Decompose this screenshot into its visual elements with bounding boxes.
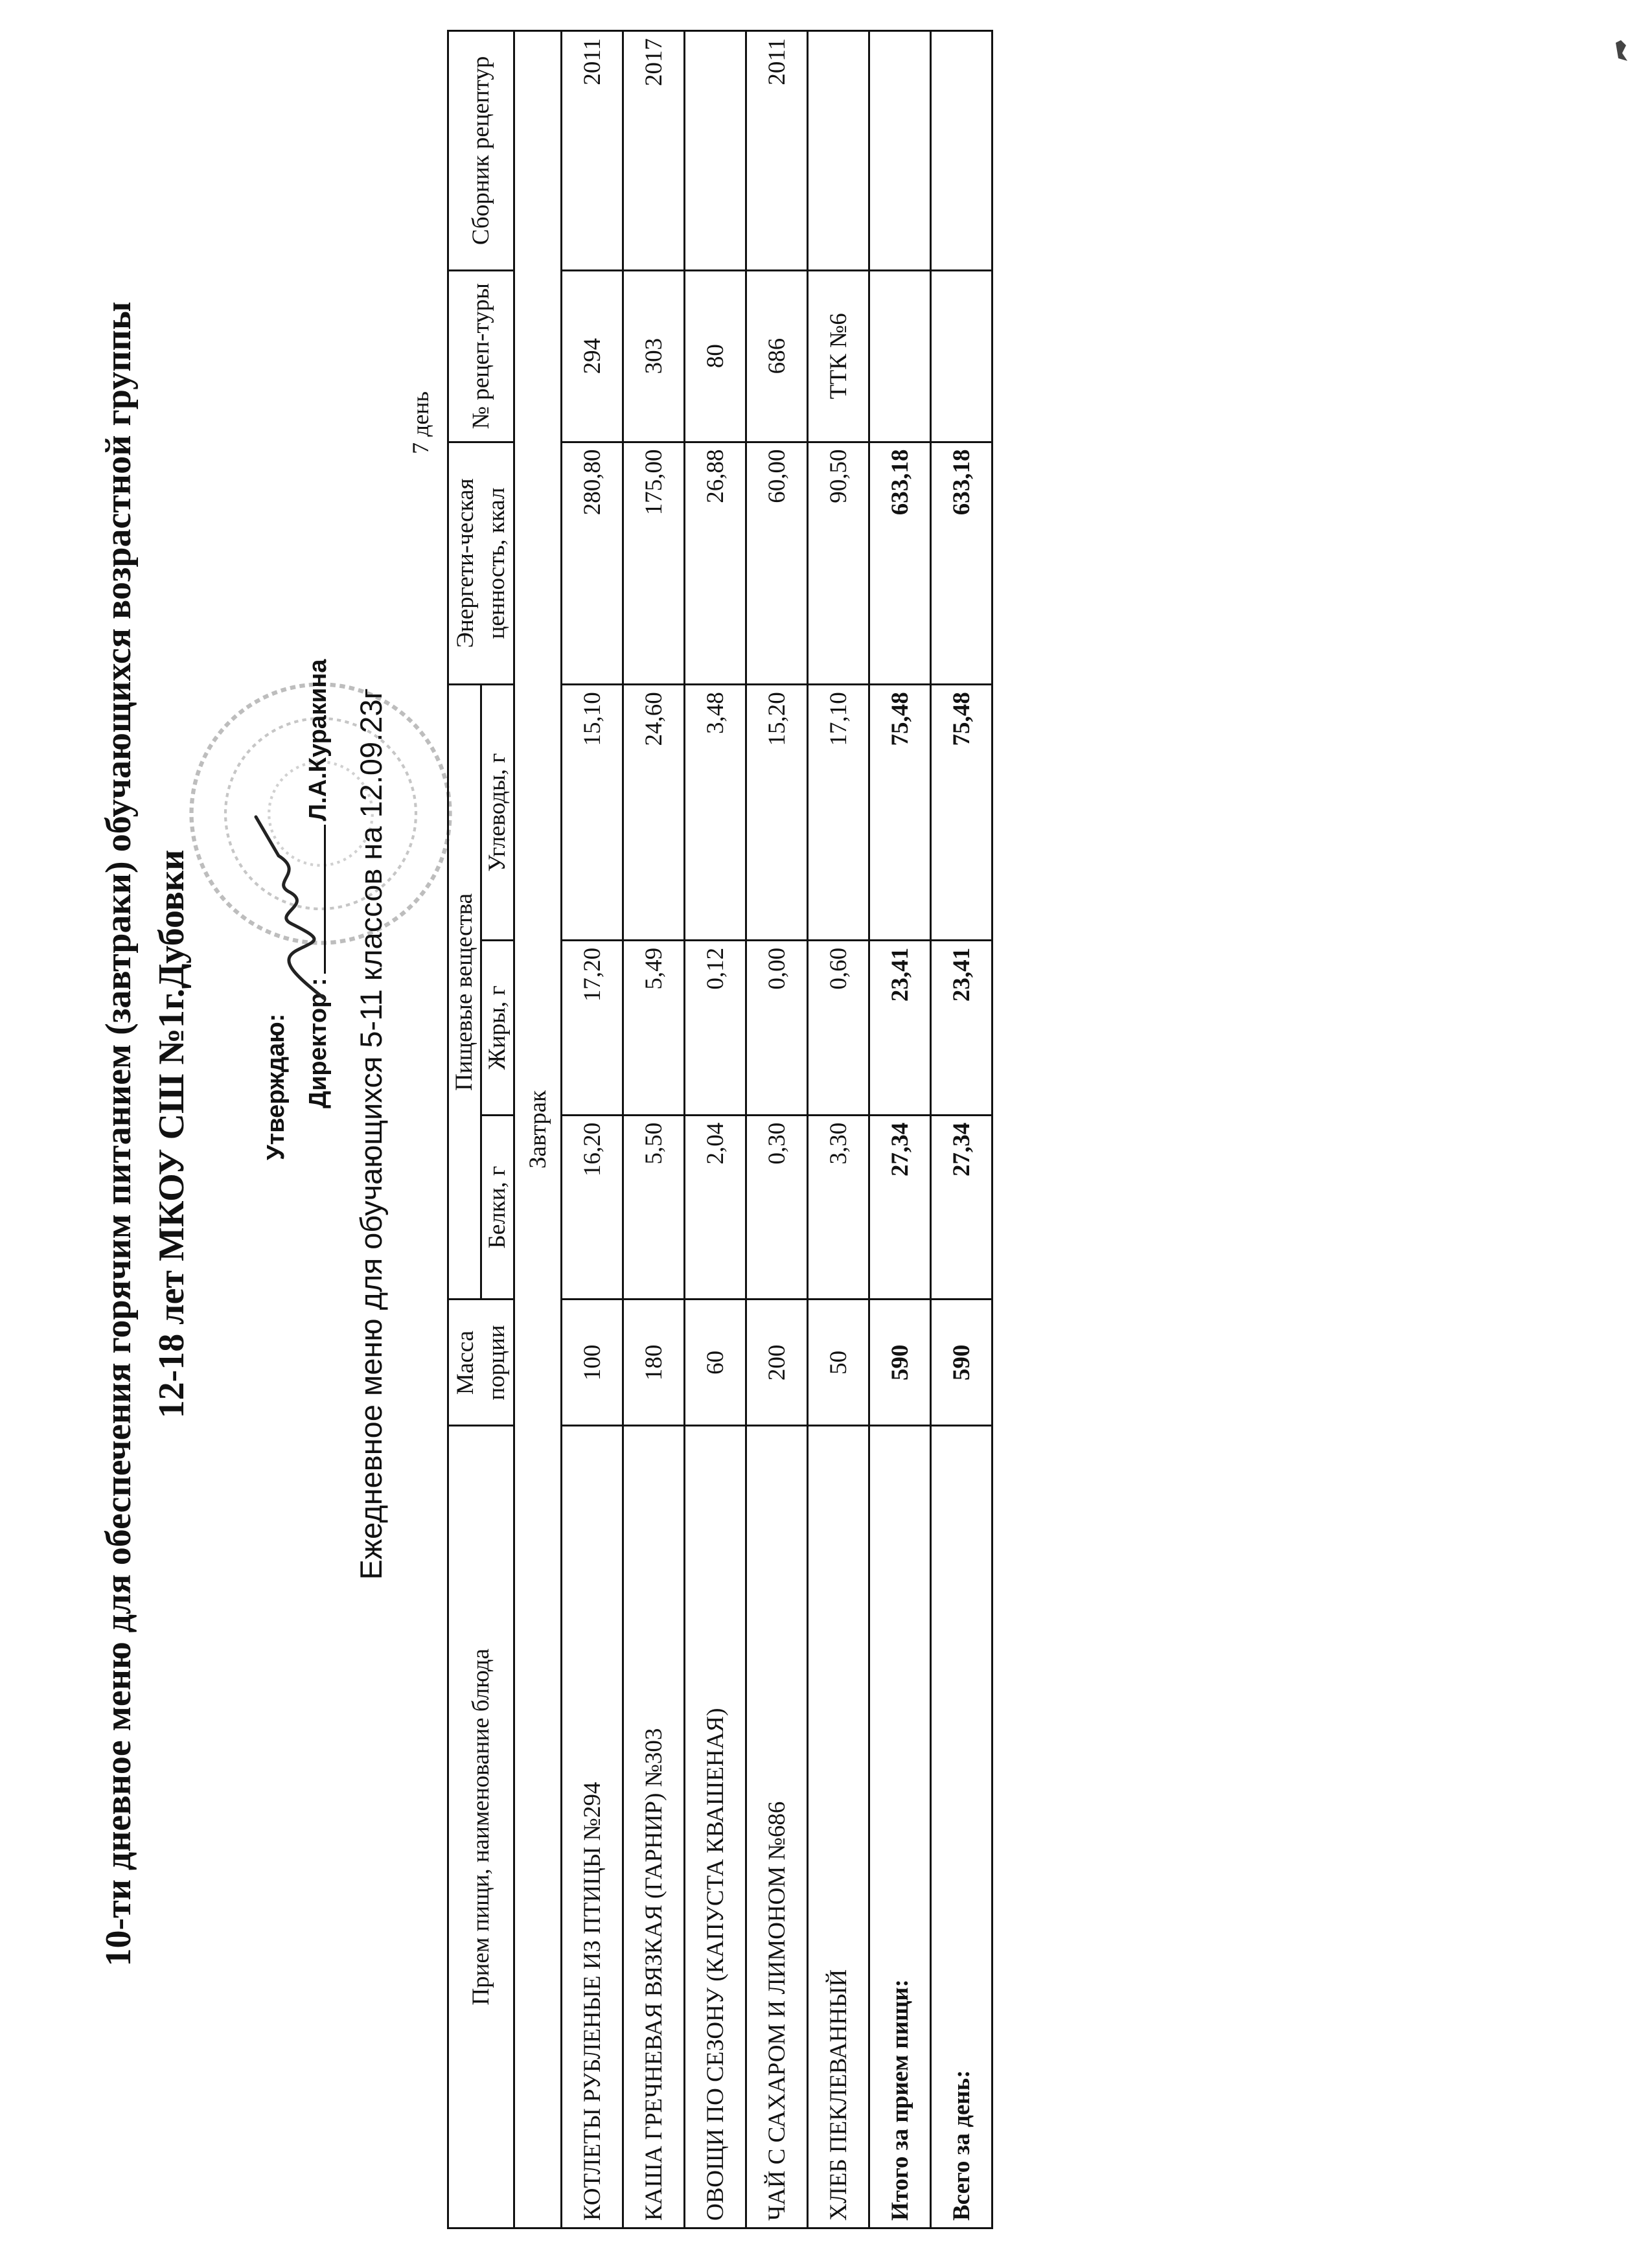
subtotal-collection-empty bbox=[869, 31, 931, 271]
cell-fat: 0,60 bbox=[808, 940, 869, 1115]
cell-recipe: 294 bbox=[562, 270, 623, 442]
cell-fat: 5,49 bbox=[623, 940, 685, 1115]
menu-subtitle: Ежедневное меню для обучающихся 5-11 классов на 12.09.23г bbox=[354, 688, 388, 1580]
cell-portion: 100 bbox=[562, 1300, 623, 1426]
director-name: Л.А.Куракина bbox=[304, 659, 332, 821]
cell-protein: 3,30 bbox=[808, 1115, 869, 1300]
total-label: Всего за день: bbox=[931, 1426, 992, 2228]
header-nutrients: Пищевые вещества bbox=[448, 685, 481, 1300]
cell-protein: 16,20 bbox=[562, 1115, 623, 1300]
subtotal-label: Итого за прием пищи: bbox=[869, 1426, 931, 2228]
cell-energy: 90,50 bbox=[808, 442, 869, 685]
cell-portion: 200 bbox=[746, 1300, 808, 1426]
header-energy: Энергети-ческая ценность, ккал bbox=[448, 442, 514, 685]
document-title-line1: 10-ти дневное меню для обеспечения горячим питанием (завтраки) обучающихся возрастной группы bbox=[98, 301, 139, 1967]
header-protein: Белки, г bbox=[481, 1115, 514, 1300]
cell-fat: 0,12 bbox=[685, 940, 746, 1115]
header-portion: Масса порции bbox=[448, 1300, 514, 1426]
table-row bbox=[562, 31, 623, 2228]
day-number-label: 7 день bbox=[407, 391, 433, 454]
cell-carbs: 15,20 bbox=[746, 685, 808, 941]
subtotal-carbs: 75,48 bbox=[869, 685, 931, 941]
cell-portion: 180 bbox=[623, 1300, 685, 1426]
cell-carbs: 17,10 bbox=[808, 685, 869, 941]
total-portion: 590 bbox=[931, 1300, 992, 1426]
header-recipe-no: № рецеп-туры bbox=[448, 270, 514, 442]
subtotal-fat: 23,41 bbox=[869, 940, 931, 1115]
cell-carbs: 24,60 bbox=[623, 685, 685, 941]
table-row bbox=[623, 31, 685, 2228]
scan-speck bbox=[1613, 39, 1630, 65]
cell-energy: 60,00 bbox=[746, 442, 808, 685]
header-carbs: Углеводы, г bbox=[481, 685, 514, 941]
handwritten-signature bbox=[253, 804, 343, 1011]
header-meal-name: Прием пищи, наименование блюда bbox=[448, 1426, 514, 2228]
cell-name: КАША ГРЕЧНЕВАЯ ВЯЗКАЯ (ГАРНИР) №303 bbox=[623, 1426, 685, 2228]
section-row bbox=[514, 31, 562, 2228]
cell-energy: 280,80 bbox=[562, 442, 623, 685]
subtotal-portion: 590 bbox=[869, 1300, 931, 1426]
total-recipe-empty bbox=[931, 270, 992, 442]
menu-table bbox=[447, 30, 993, 2229]
cell-energy: 175,00 bbox=[623, 442, 685, 685]
cell-recipe: ТТК №6 bbox=[808, 270, 869, 442]
approval-label: Утверждаю: bbox=[262, 1013, 290, 1160]
subtotal-energy: 633,18 bbox=[869, 442, 931, 685]
cell-collection: 2011 bbox=[746, 31, 808, 271]
cell-fat: 0,00 bbox=[746, 940, 808, 1115]
table-row bbox=[685, 31, 746, 2228]
cell-portion: 50 bbox=[808, 1300, 869, 1426]
cell-protein: 2,04 bbox=[685, 1115, 746, 1300]
total-fat: 23,41 bbox=[931, 940, 992, 1115]
total-carbs: 75,48 bbox=[931, 685, 992, 941]
header-fat: Жиры, г bbox=[481, 940, 514, 1115]
header-collection: Сборник рецептур bbox=[448, 31, 514, 271]
cell-carbs: 3,48 bbox=[685, 685, 746, 941]
cell-collection: 2011 bbox=[562, 31, 623, 271]
table-row bbox=[746, 31, 808, 2228]
cell-name: ОВОЩИ ПО СЕЗОНУ (КАПУСТА КВАШЕНАЯ) bbox=[685, 1426, 746, 2228]
cell-protein: 0,30 bbox=[746, 1115, 808, 1300]
total-row bbox=[931, 31, 992, 2228]
total-protein: 27,34 bbox=[931, 1115, 992, 1300]
section-label: Завтрак bbox=[514, 31, 562, 2228]
cell-collection bbox=[685, 31, 746, 271]
total-collection-empty bbox=[931, 31, 992, 271]
cell-name: КОТЛЕТЫ РУБЛЕНЫЕ ИЗ ПТИЦЫ №294 bbox=[562, 1426, 623, 2228]
cell-carbs: 15,10 bbox=[562, 685, 623, 941]
cell-recipe: 686 bbox=[746, 270, 808, 442]
director-label: Директор : bbox=[304, 978, 332, 1108]
cell-protein: 5,50 bbox=[623, 1115, 685, 1300]
subtotal-row bbox=[869, 31, 931, 2228]
cell-energy: 26,88 bbox=[685, 442, 746, 685]
subtotal-recipe-empty bbox=[869, 270, 931, 442]
cell-name: ХЛЕБ ПЕКЛЕВАННЫЙ bbox=[808, 1426, 869, 2228]
table-row bbox=[808, 31, 869, 2228]
cell-portion: 60 bbox=[685, 1300, 746, 1426]
cell-fat: 17,20 bbox=[562, 940, 623, 1115]
subtotal-protein: 27,34 bbox=[869, 1115, 931, 1300]
cell-collection: 2017 bbox=[623, 31, 685, 271]
cell-recipe: 303 bbox=[623, 270, 685, 442]
cell-name: ЧАЙ С САХАРОМ И ЛИМОНОМ №686 bbox=[746, 1426, 808, 2228]
document-title-line2: 12-18 лет МКОУ СШ №1г.Дубовки bbox=[152, 849, 192, 1419]
total-energy: 633,18 bbox=[931, 442, 992, 685]
cell-recipe: 80 bbox=[685, 270, 746, 442]
cell-collection bbox=[808, 31, 869, 271]
